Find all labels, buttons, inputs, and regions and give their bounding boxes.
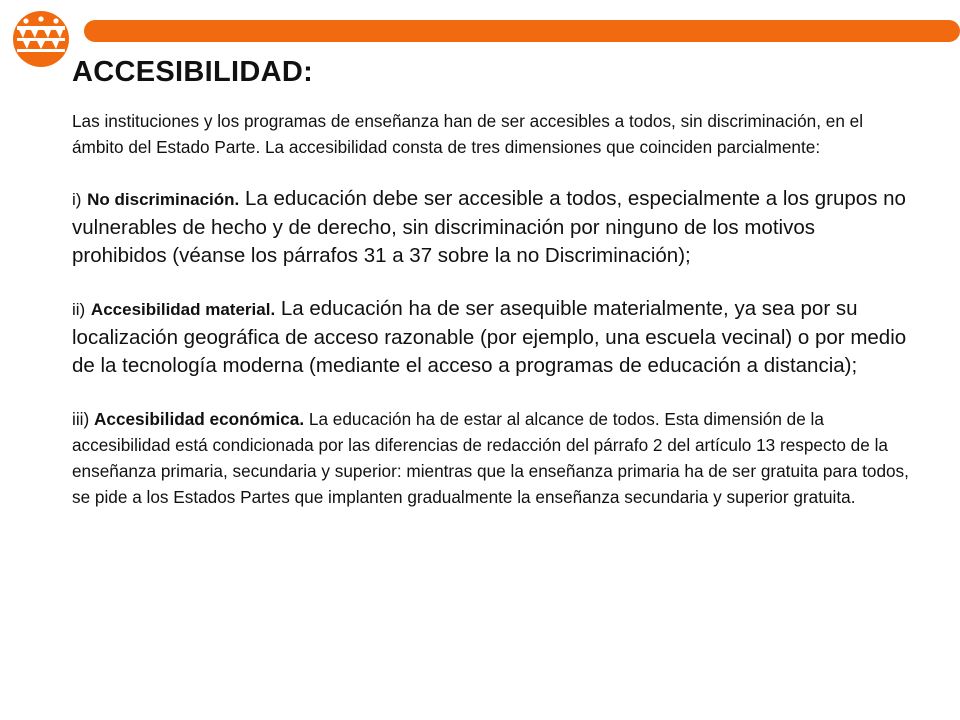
- intro-paragraph: Las instituciones y los programas de enseñanza han de ser accesibles a todos, sin discriminación, en el ámbito del Estado Parte. La accesibilidad consta de tres dimensiones que coinciden parcialmente:: [72, 111, 864, 157]
- item-accesibilidad-economica: [72, 406, 912, 510]
- item-text: La educación ha de ser asequible materialmente, ya sea por su localización geográfica de acceso razonable (por ejemplo, una escuela vecinal) o por medio de la tecnología moderna (mediante el acceso a programas de educación a distancia);: [72, 297, 907, 377]
- header-accent-bar: [84, 20, 960, 42]
- item-number: i): [72, 190, 82, 209]
- item-number: iii): [72, 409, 90, 429]
- body-content: [72, 108, 912, 510]
- item-label: Accesibilidad material.: [90, 300, 276, 319]
- item-text: La educación ha de estar al alcance de todos. Esta dimensión de la accesibilidad está condicionada por las diferencias de redacción del párrafo 2 del artículo 13 respecto de la enseñanza primaria, secundaria y superior: mientras que la enseñanza primaria ha de ser gratuita para todos, se pide a los Estados Partes que implanten gradualmente la enseñanza secundaria y superior gratuita.: [72, 409, 909, 507]
- item-number: ii): [72, 300, 86, 319]
- item-accesibilidad-material: [72, 295, 912, 380]
- item-label: Accesibilidad económica.: [93, 409, 305, 429]
- page-title: ACCESIBILIDAD:: [72, 56, 314, 88]
- item-no-discriminacion: [72, 185, 912, 270]
- institution-logo: [12, 10, 70, 68]
- item-text: La educación debe ser accesible a todos, especialmente a los grupos no vulnerables de hecho y de derecho, sin discriminación por ninguno de los motivos prohibidos (véanse los párrafos 31 a 37 sobre la no Discriminación);: [72, 187, 906, 267]
- item-label: No discriminación.: [87, 190, 240, 209]
